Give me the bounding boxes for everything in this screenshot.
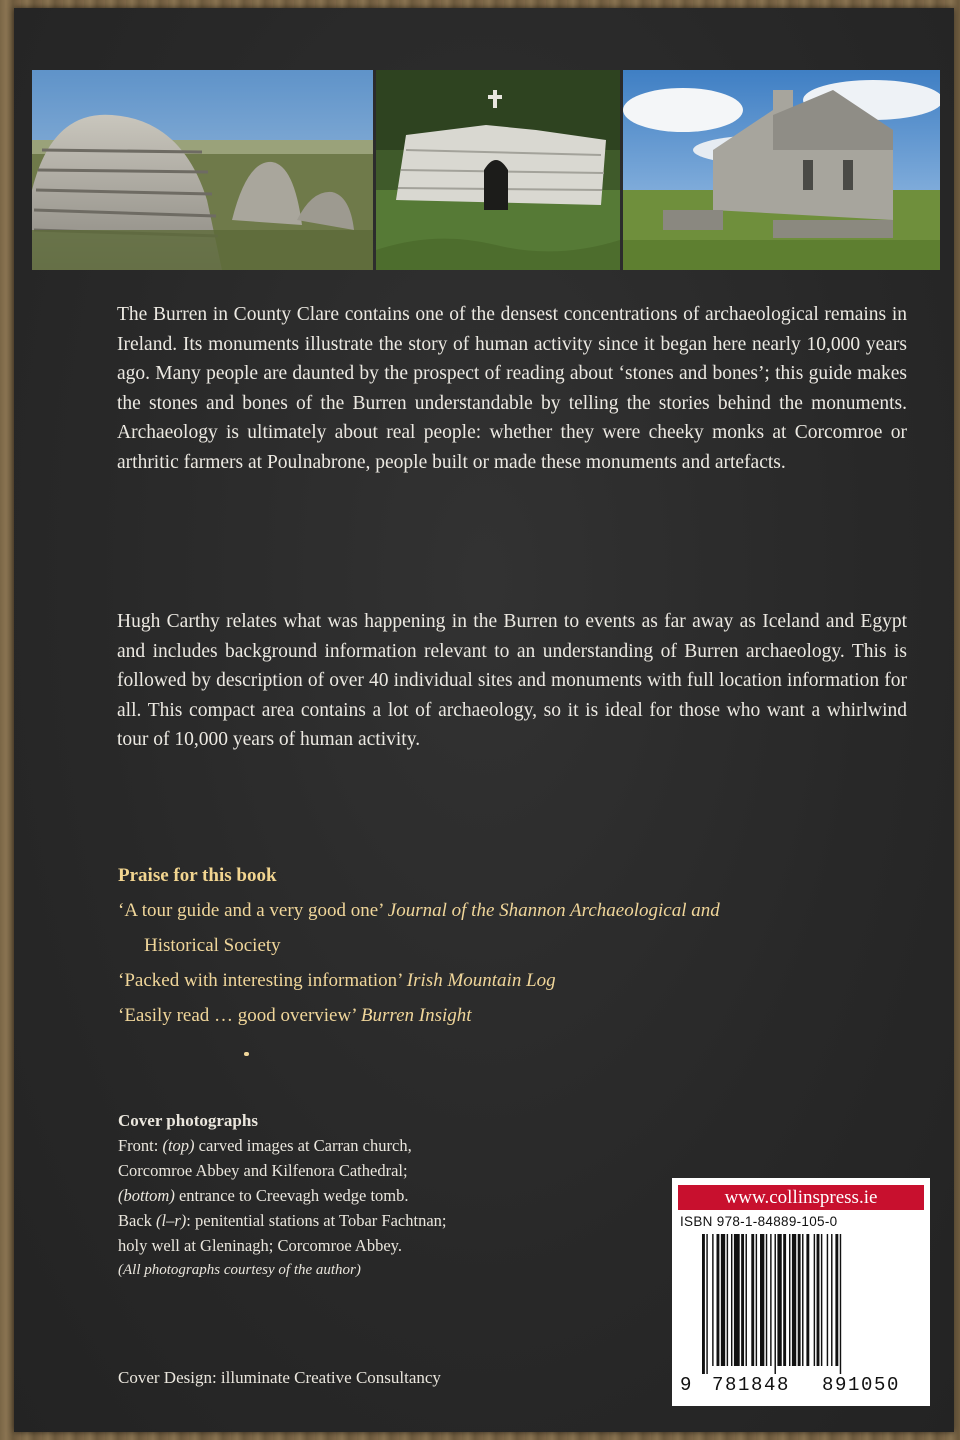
photo-beehive-huts (32, 70, 373, 270)
barcode-bars (702, 1234, 912, 1374)
barcode-bar (821, 1234, 822, 1366)
quote-source: Journal of the Shannon Archaeological and (387, 900, 720, 921)
design-credit: Cover Design: illuminate Creative Consultancy (118, 1368, 441, 1387)
barcode-bar (751, 1234, 754, 1366)
barcode-bar (831, 1234, 832, 1366)
praise-quote (118, 963, 878, 998)
credit-line (118, 1133, 558, 1158)
barcode-bar (770, 1234, 771, 1366)
barcode-bar (827, 1234, 828, 1366)
quote-source: Irish Mountain Log (406, 970, 556, 991)
barcode-bar (777, 1234, 781, 1366)
credit-line: holy well at Gleninagh; Corcomroe Abbey. (118, 1236, 402, 1255)
lr-label: (l–r) (156, 1211, 187, 1230)
quote-text: ‘Packed with interesting information’ (118, 970, 403, 991)
praise-heading: Praise for this book (118, 865, 277, 886)
barcode-bar (783, 1234, 786, 1366)
barcode-bar (817, 1234, 820, 1366)
barcode-digits-group-1: 781848 (712, 1374, 791, 1396)
barcode-bar (835, 1234, 838, 1366)
blurb-paragraph-1: The Burren in County Clare contains one of the densest concentrations of archaeological remains in Ireland. Its monuments illustrate the story of human activity since it began here nearly 10,000 years ago. Many people are daunted by the prospect of reading about ‘stones and bones’; this guide makes the stones and bones of the Burren understandable by telling the stories behind the monuments. Archaeology is ultimately about real people: whether they were cheeky monks at Corcomroe or arthritic farmers at Poulnabrone, people built or made these monuments and artefacts. (117, 304, 907, 473)
praise-quote (118, 998, 878, 1033)
barcode-bar (840, 1234, 841, 1374)
barcode-bar (727, 1234, 728, 1366)
isbn-text: ISBN 978-1-84889-105-0 (680, 1214, 838, 1229)
barcode-bar (741, 1234, 744, 1366)
barcode-bar (702, 1234, 705, 1374)
barcode-label (672, 1178, 930, 1406)
cover-photographs-credit (118, 1108, 558, 1283)
credit-text: carved images at Carran church, (198, 1136, 412, 1155)
barcode-bar (717, 1234, 720, 1366)
photo-abbey (623, 70, 940, 270)
credit-text: entrance to Creevagh wedge tomb. (178, 1186, 409, 1205)
credit-line (118, 1258, 558, 1283)
barcode-bar (721, 1234, 725, 1366)
credit-text: : penitential stations at Tobar Fachtnan; (186, 1211, 447, 1230)
barcode-digit-first: 9 (680, 1374, 692, 1396)
praise-quote (118, 893, 878, 928)
barcode-bar (789, 1234, 790, 1366)
barcode-bar (802, 1234, 803, 1366)
barcode-bar (814, 1234, 815, 1366)
barcode-bar (766, 1234, 767, 1366)
barcode-bar (792, 1234, 796, 1366)
barcode-bar (706, 1234, 707, 1374)
credit-line (118, 1183, 558, 1208)
barcode-bar (746, 1234, 747, 1366)
cover-photographs-heading: Cover photographs (118, 1111, 258, 1130)
barcode-bar (756, 1234, 757, 1366)
photo-holy-well (376, 70, 620, 270)
barcode-digits-group-2: 891050 (822, 1374, 901, 1396)
publisher-url: www.collinspress.ie (678, 1185, 924, 1210)
praise-section (118, 858, 878, 1033)
barcode-bar (760, 1234, 764, 1366)
barcode-bar (731, 1234, 732, 1366)
quote-text: ‘Easily read … good overview’ (118, 1005, 357, 1026)
decorative-dot (244, 1052, 249, 1056)
quote-text: ‘A tour guide and a very good one’ (118, 900, 384, 921)
blurb-paragraph-2: Hugh Carthy relates what was happening in the Burren to events as far away as Iceland and Egypt and includes background information relevant to an understanding of Burren archaeology. This is followed by description of over 40 individual sites and monuments with full location information for all. This compact area contains a lot of archaeology, so it is ideal for those who want a whirlwind tour of 10,000 years of human activity. (117, 611, 907, 751)
top-label: (top) (162, 1136, 195, 1155)
back-label: Back (118, 1211, 152, 1230)
front-label: Front: (118, 1136, 159, 1155)
credit-line (118, 1208, 558, 1233)
credit-line: Corcomroe Abbey and Kilfenora Cathedral; (118, 1161, 408, 1180)
barcode-bar (798, 1234, 801, 1366)
photo-courtesy: (All photographs courtesy of the author) (118, 1262, 361, 1278)
barcode-bar (712, 1234, 713, 1366)
quote-source: Burren Insight (360, 1005, 472, 1026)
quote-source-continued: Historical Society (144, 935, 281, 956)
book-back-cover (14, 8, 954, 1432)
barcode-bar (775, 1234, 776, 1374)
barcode-bar (734, 1234, 740, 1366)
bottom-label: (bottom) (118, 1186, 175, 1205)
barcode-bar (806, 1234, 809, 1366)
